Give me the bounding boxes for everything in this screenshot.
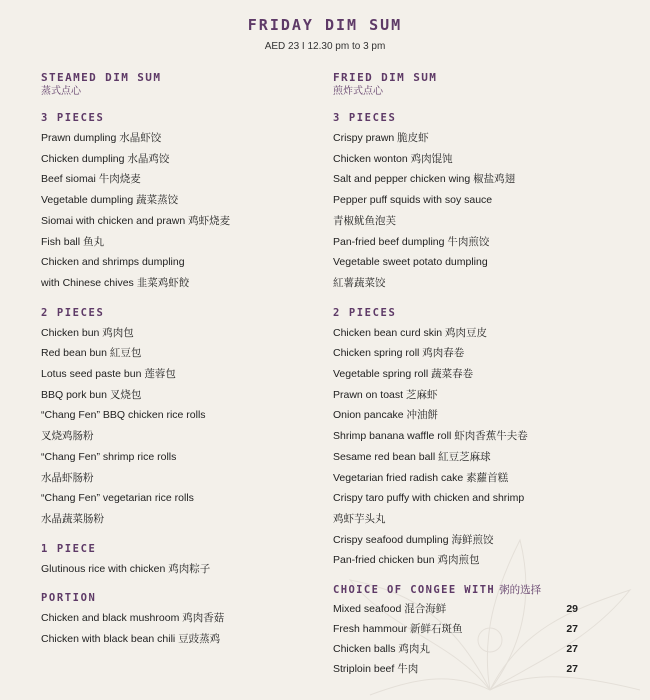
menu-item: Vegetable sweet potato dumpling — [333, 256, 488, 269]
menu-item: Pan-fried chicken bun 鸡肉煎包 — [333, 554, 480, 567]
congee-item-price: 27 — [566, 663, 578, 676]
menu-item: Lotus seed paste bun 莲蓉包 — [41, 368, 176, 381]
menu-item: Prawn on toast 芝麻虾 — [333, 388, 438, 401]
menu-item: Shrimp banana waffle roll 虾肉香蕉牛夫卷 — [333, 430, 528, 443]
group-2-pieces-fried — [333, 306, 593, 571]
group-title: 3 PIECES — [41, 112, 105, 124]
group-title: 1 PIECE — [41, 542, 97, 555]
congee-item-name: Chicken balls 鸡肉丸 — [333, 643, 430, 656]
congee-item-price: 27 — [566, 623, 578, 636]
menu-item: Chicken and shrimps dumpling — [41, 256, 185, 269]
menu-item: Chicken dumpling 水晶鸡饺 — [41, 152, 170, 165]
menu-item: Pepper puff squids with soy sauce — [333, 194, 493, 207]
congee-item-price: 29 — [566, 603, 578, 616]
menu-item: Onion pancake 冲油餅 — [333, 409, 439, 422]
congee-item-name: Fresh hammour 新鲜石斑鱼 — [333, 623, 463, 636]
menu-item: “Chang Fen” BBQ chicken rice rolls — [41, 409, 206, 422]
steamed-dim-sum-column — [41, 71, 311, 650]
menu-item: 鸡虾芋头丸 — [333, 512, 386, 525]
menu-item: 叉烧鸡肠粉 — [41, 430, 94, 443]
menu-item: Vegetable spring roll 蔬菜春卷 — [333, 368, 474, 381]
fried-dim-sum-column — [333, 71, 593, 679]
menu-item: “Chang Fen” shrimp rice rolls — [41, 450, 177, 463]
congee-item-price: 27 — [566, 643, 578, 656]
menu-item: 青椒鱿鱼泡芙 — [333, 214, 396, 227]
congee-title-en: CHOICE OF CONGEE WITH — [333, 584, 496, 597]
menu-item: Chicken with black bean chili 豆豉蒸鸡 — [41, 633, 221, 646]
price-and-time: AED 23 I 12.30 pm to 3 pm — [264, 41, 386, 52]
group-title: PORTION — [41, 592, 97, 605]
group-3-pieces-fried — [333, 111, 593, 294]
group-portion-steamed — [41, 591, 311, 649]
section-title-fried: FRIED DIM SUM — [333, 71, 438, 84]
menu-item: 水晶虾肠粉 — [41, 471, 94, 484]
menu-item: 紅薯蔬菜饺 — [333, 276, 386, 289]
group-1-piece-steamed — [41, 542, 311, 580]
section-title-fried-cn: 煎炸式点心 — [333, 86, 383, 97]
menu-item: Vegetarian fried radish cake 素蘿首糕 — [333, 471, 509, 484]
menu-item: Red bean bun 紅豆包 — [41, 347, 142, 360]
group-title: 2 PIECES — [41, 306, 105, 319]
menu-item: Chicken bean curd skin 鸡肉豆皮 — [333, 326, 488, 339]
menu-item: Crispy seafood dumpling 海鲜煎饺 — [333, 533, 494, 546]
congee-item-name: Striploin beef 牛肉 — [333, 663, 419, 676]
menu-item: Crispy prawn 脆皮虾 — [333, 132, 429, 144]
congee-item — [333, 599, 578, 619]
menu-item: Chicken spring roll 鸡肉春卷 — [333, 347, 465, 360]
menu-item: “Chang Fen” vegetarian rice rolls — [41, 492, 194, 505]
menu-item: Prawn dumpling 水晶虾饺 — [41, 132, 162, 144]
menu-item: Chicken wonton 鸡肉馄饨 — [333, 152, 453, 165]
page-title: FRIDAY DIM SUM — [247, 16, 403, 34]
congee-item — [333, 659, 578, 679]
menu-item: Chicken and black mushroom 鸡肉香菇 — [41, 612, 225, 625]
congee-section-title — [333, 583, 593, 597]
menu-item: Chicken bun 鸡肉包 — [41, 326, 134, 339]
menu-item: Siomai with chicken and prawn 鸡虾烧麦 — [41, 214, 231, 227]
menu-item: Fish ball 鱼丸 — [41, 235, 105, 248]
congee-item — [333, 619, 578, 639]
menu-item: Salt and pepper chicken wing 椒盐鸡翅 — [333, 173, 516, 186]
menu-item: Beef siomai 牛肉烧麦 — [41, 173, 141, 186]
menu-item: BBQ pork bun 叉烧包 — [41, 388, 142, 401]
menu-item: Crispy taro puffy with chicken and shrimp — [333, 492, 525, 505]
menu-item: Vegetable dumpling 蔬菜蒸饺 — [41, 194, 179, 207]
section-title-steamed-cn: 蒸式点心 — [41, 86, 81, 97]
congee-item — [333, 639, 578, 659]
menu-item: Glutinous rice with chicken 鸡肉粽子 — [41, 562, 211, 575]
group-title: 2 PIECES — [333, 306, 397, 319]
group-3-pieces-steamed — [41, 111, 311, 294]
group-title: 3 PIECES — [333, 112, 397, 124]
menu-item: Pan-fried beef dumpling 牛肉煎饺 — [333, 235, 490, 248]
congee-item-name: Mixed seafood 混合海鲜 — [333, 603, 447, 616]
menu-item: Sesame red bean ball 紅豆芝麻球 — [333, 450, 491, 463]
section-title-steamed: STEAMED DIM SUM — [41, 71, 162, 84]
congee-title-cn: 粥的选择 — [499, 584, 542, 597]
menu-item: with Chinese chives 韭菜鸡虾餃 — [41, 276, 190, 289]
menu-item: 水晶蔬菜肠粉 — [41, 512, 104, 525]
group-2-pieces-steamed — [41, 306, 311, 530]
